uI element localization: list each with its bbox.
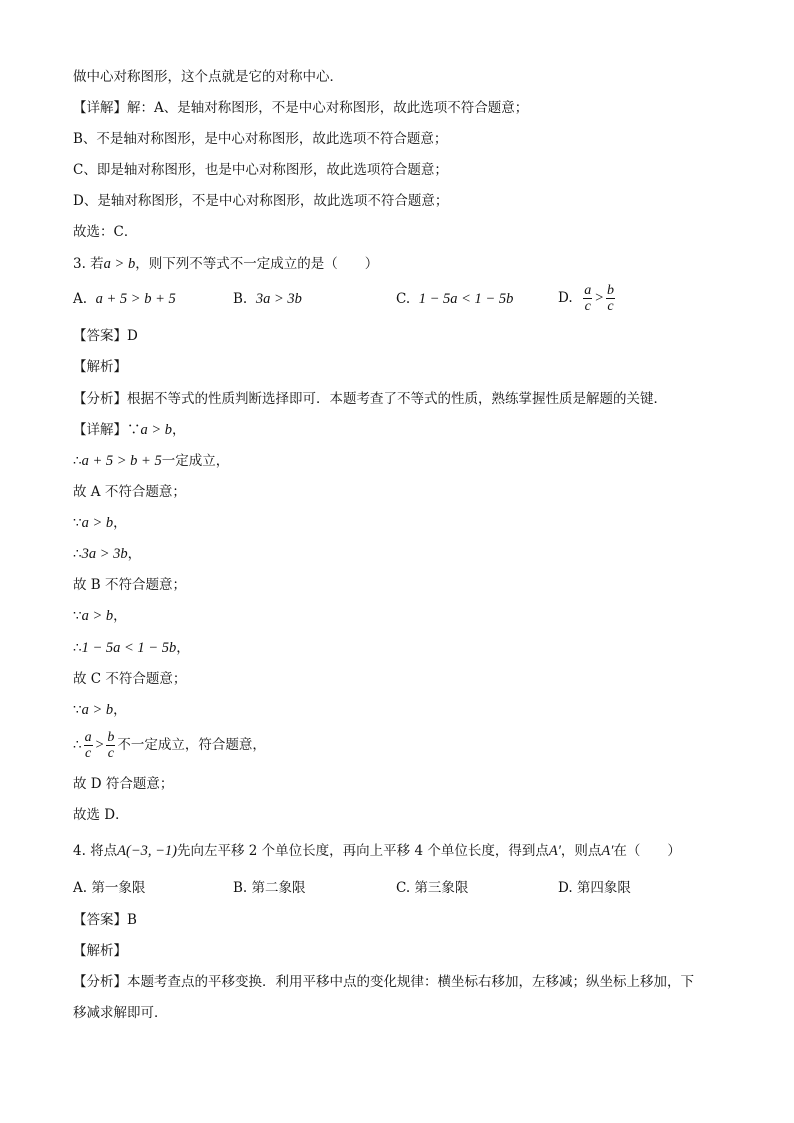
question-3-stem (73, 254, 378, 274)
option-b (233, 289, 302, 309)
option-label: C. (396, 291, 411, 307)
stem-text: 在（ ） (613, 843, 681, 859)
option-d: D. 第四象限 (558, 880, 631, 896)
derivation-line (73, 451, 229, 471)
numerator: b (107, 730, 115, 745)
text: 不一定成立，符合题意， (117, 737, 266, 753)
analysis-text: 【分析】本题考查点的平移变换．利用平移中点的变化规律：横坐标右移加，左移减；纵坐标上移加，下 (73, 974, 694, 990)
math-expr: 1 − 5a < 1 − 5b (81, 640, 177, 656)
therefore-symbol: ∴ (73, 453, 82, 469)
math-expr: A(−3, −1) (117, 843, 178, 859)
punct: ， (127, 546, 142, 562)
option-label: B. (233, 291, 248, 307)
fraction (583, 283, 592, 314)
math-expr: a > b (81, 608, 114, 624)
math-expr: A′ (548, 843, 561, 859)
stem-text: 3. 若 (73, 256, 104, 272)
math-expr: 3a > 3b (81, 546, 128, 562)
numerator: a (84, 730, 92, 745)
punct: ， (113, 608, 127, 624)
option-c: C. 第三象限 (396, 880, 469, 896)
math-expr: 1 − 5a < 1 − 5b (418, 291, 514, 307)
because-symbol: ∵ (73, 702, 82, 718)
conclusion-line: 故 A 不符合题意； (73, 484, 186, 500)
text-line: 做中心对称图形，这个点就是它的对称中心． (73, 69, 343, 85)
math-expr: a > b (140, 422, 173, 438)
denominator: c (607, 299, 614, 314)
question-4-stem (73, 841, 681, 861)
stem-text: ，则下列不等式不一定成立的是（ ） (135, 256, 379, 272)
derivation-line (73, 638, 190, 658)
punct: ， (176, 640, 190, 656)
text-line: 故选：C． (73, 224, 138, 240)
option-b: B. 第二象限 (233, 880, 306, 896)
analysis-text: 移减求解即可． (73, 1005, 168, 1021)
therefore-symbol: ∴ (73, 640, 82, 656)
math-expr: a + 5 > b + 5 (81, 453, 162, 469)
option-c (396, 289, 513, 309)
option-label: A. (73, 291, 88, 307)
punct: ， (172, 422, 186, 438)
text-line: 【详解】解：A、是轴对称图形，不是中心对称图形，故此选项不符合题意； (73, 100, 529, 116)
because-symbol: ∵ (73, 515, 82, 531)
therefore-symbol: ∴ (73, 546, 82, 562)
conclusion-line: 故 B 不符合题意； (73, 577, 187, 593)
stem-text: 4. 将点 (73, 843, 118, 859)
analysis-heading: 【解析】 (73, 943, 127, 959)
fraction (106, 730, 115, 761)
answer-line: 【答案】B (73, 912, 137, 928)
denominator: c (107, 746, 114, 761)
text-line: C、即是轴对称图形，也是中心对称图形，故此选项符合题意； (73, 162, 448, 178)
numerator: b (607, 283, 615, 298)
denominator: c (584, 299, 591, 314)
math-expr: a > b (81, 515, 114, 531)
derivation-line (73, 513, 127, 533)
analysis-heading: 【解析】 (73, 359, 127, 375)
math-operator: > (94, 737, 105, 753)
math-expr: a > b (103, 256, 136, 272)
text-line: D、是轴对称图形，不是中心对称图形，故此选项不符合题意； (73, 193, 449, 209)
analysis-text: 【分析】根据不等式的性质判断选择即可．本题考查了不等式的性质，熟练掌握性质是解题的关键． (73, 391, 667, 407)
punct: ， (113, 515, 127, 531)
math-operator: > (594, 290, 605, 306)
derivation-line (73, 544, 141, 564)
derivation-line (73, 700, 127, 720)
option-label: D. (558, 290, 573, 306)
answer-line: 【答案】D (73, 328, 138, 344)
because-symbol: ∵ (127, 422, 141, 438)
math-expr: 3a > 3b (255, 291, 302, 307)
derivation-line (73, 606, 127, 626)
stem-text: 先向左平移 2 个单位长度，再向上平移 4 个单位长度，得到点 (177, 843, 549, 859)
text: 一定成立， (161, 453, 230, 469)
option-a (73, 289, 176, 309)
detail-line (73, 420, 186, 440)
conclusion-line: 故 D 符合题意； (73, 776, 174, 792)
numerator: a (584, 283, 592, 298)
conclusion-line: 故选 D． (73, 807, 129, 823)
because-symbol: ∵ (73, 608, 82, 624)
text-line: B、不是轴对称图形，是中心对称图形，故此选项不符合题意； (73, 131, 448, 147)
fraction (84, 730, 93, 761)
stem-text: ，则点 (560, 843, 602, 859)
conclusion-line: 故 C 不符合题意； (73, 671, 187, 687)
option-a: A. 第一象限 (73, 880, 146, 896)
math-expr: A′ (601, 843, 614, 859)
math-expr: a + 5 > b + 5 (95, 291, 176, 307)
math-expr: a > b (81, 702, 114, 718)
fraction (606, 283, 615, 314)
detail-label: 【详解】 (73, 422, 127, 438)
denominator: c (84, 746, 92, 761)
punct: ， (113, 702, 127, 718)
therefore-symbol: ∴ (73, 737, 82, 753)
derivation-line (73, 730, 266, 761)
option-d (558, 283, 617, 314)
